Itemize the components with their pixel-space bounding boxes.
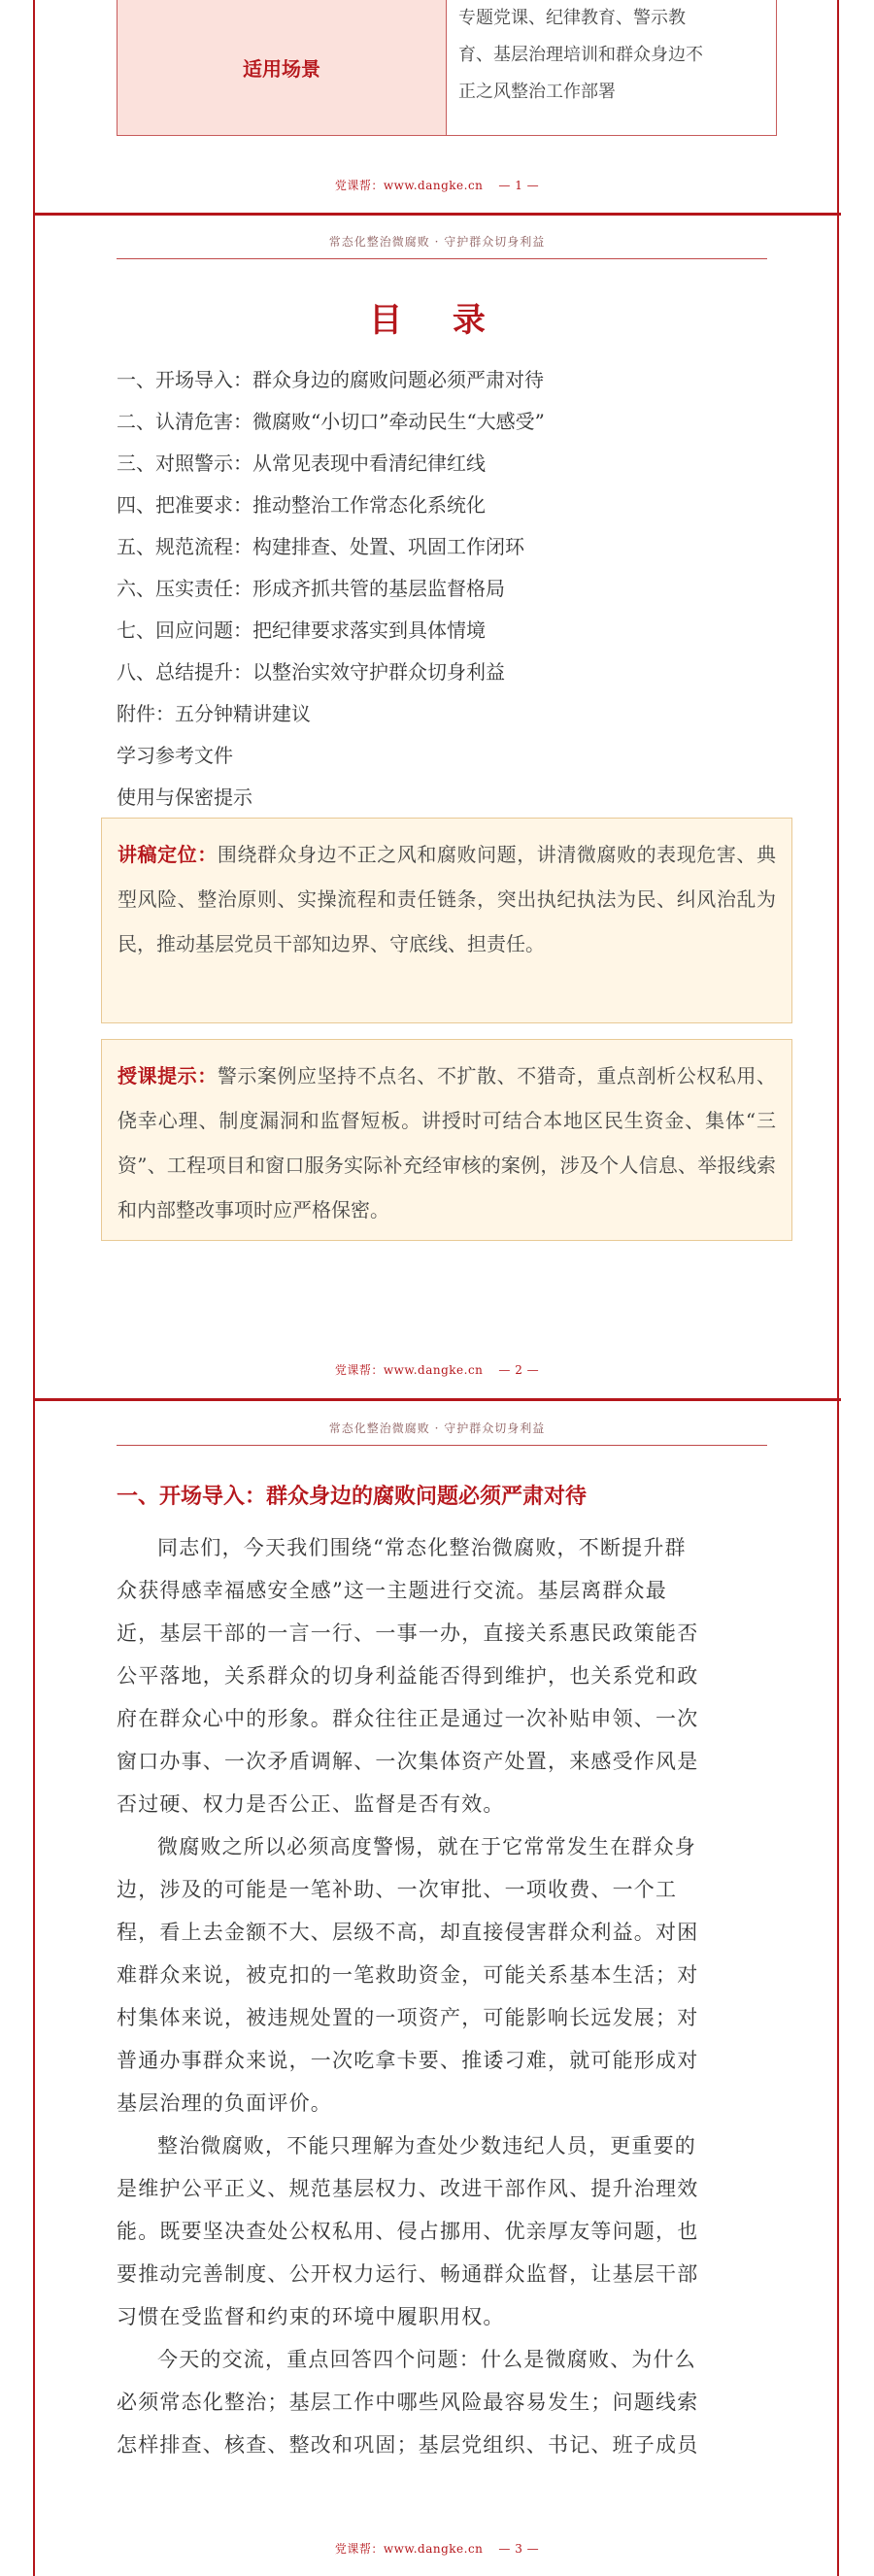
text-line: 微腐败之所以必须高度警惕，就在于它常常发生在群众身: [157, 1835, 696, 1858]
toc-title: 目 录: [369, 301, 505, 340]
page-number: — 2 —: [498, 1363, 540, 1377]
running-header: 常态化整治微腐败 · 守护群众切身利益: [328, 235, 546, 249]
text-line: 近，基层干部的一言一行、一事一办，直接关系惠民政策能否: [117, 1622, 699, 1645]
site-link[interactable]: 党课帮：www.dangke.cn: [334, 179, 484, 192]
paragraph: [117, 1825, 777, 2124]
toc-item[interactable]: 八、总结提升：以整治实效守护群众切身利益: [117, 660, 505, 684]
text-line: 府在群众心中的形象。群众往往正是通过一次补贴申领、一次: [117, 1707, 699, 1730]
page-footer: [0, 1361, 874, 1378]
header-rule: [117, 258, 767, 259]
page-footer: [0, 177, 874, 193]
toc-item[interactable]: 学习参考文件: [117, 744, 233, 767]
note-text: 围绕群众身边不正之风和腐败问题，讲清微腐败的表现危害、典型风险、整治原则、实操流程和责任链条，突出执纪执法为民、纠风治乱为民，推动基层党员干部知边界、守底线、担责任。: [118, 843, 776, 955]
paragraph: [117, 1526, 777, 1825]
text-line: 众获得感幸福感安全感”这一主题进行交流。基层离群众最: [117, 1579, 667, 1602]
table-value: [447, 0, 776, 135]
text-line: 习惯在受监督和约束的环境中履职用权。: [117, 2305, 505, 2328]
table-of-contents: [117, 359, 777, 819]
text-line: 整治微腐败，不能只理解为查处少数违纪人员，更重要的: [157, 2134, 696, 2158]
note-label: 讲稿定位：: [118, 843, 218, 866]
page-number: — 3 —: [498, 2542, 540, 2556]
running-header: 常态化整治微腐败 · 守护群众切身利益: [328, 1422, 546, 1435]
note-label: 授课提示：: [118, 1064, 218, 1087]
text-line: 边，涉及的可能是一笔补助、一次审批、一项收费、一个工: [117, 1878, 678, 1901]
text-line: 基层治理的负面评价。: [117, 2091, 332, 2115]
teaching-tip-note: [101, 1039, 792, 1241]
text-line: 怎样排查、核查、整改和巩固；基层党组织、书记、班子成员: [117, 2433, 699, 2457]
table-line: 育、基层治理培训和群众身边不: [458, 45, 703, 65]
section-title: 一、开场导入：群众身边的腐败问题必须严肃对待: [117, 1484, 588, 1509]
text-line: 程，看上去金额不大、层级不高，却直接侵害群众利益。对困: [117, 1921, 699, 1944]
text-line: 是维护公平正义、规范基层权力、改进干部作风、提升治理效: [117, 2177, 699, 2200]
positioning-note: [101, 818, 792, 1023]
page-divider: [33, 213, 841, 216]
text-line: 普通办事群众来说，一次吃拿卡要、推诿刁难，就可能形成对: [117, 2049, 699, 2072]
page-number: — 1 —: [498, 179, 540, 192]
toc-item[interactable]: 四、把准要求：推动整治工作常态化系统化: [117, 493, 486, 517]
text-line: 否过硬、权力是否公正、监督是否有效。: [117, 1792, 505, 1816]
site-link[interactable]: 党课帮：www.dangke.cn: [334, 1363, 484, 1377]
text-line: 村集体来说，被违规处置的一项资产，可能影响长远发展；对: [117, 2006, 699, 2029]
header-rule: [117, 1445, 767, 1446]
table-label: 适用场景: [118, 0, 447, 135]
text-line: 同志们，今天我们围绕“常态化整治微腐败，不断提升群: [157, 1536, 687, 1559]
text-line: 公平落地，关系群众的切身利益能否得到维护，也关系党和政: [117, 1664, 699, 1688]
toc-item[interactable]: 二、认清危害：微腐败“小切口”牵动民生“大感受”: [117, 410, 545, 433]
text-line: 今天的交流，重点回答四个问题：什么是微腐败、为什么: [157, 2348, 696, 2371]
page-divider: [33, 1398, 841, 1401]
toc-item[interactable]: 五、规范流程：构建排查、处置、巩固工作闭环: [117, 535, 524, 558]
text-line: 窗口办事、一次矛盾调解、一次集体资产处置，来感受作风是: [117, 1750, 699, 1773]
site-link[interactable]: 党课帮：www.dangke.cn: [334, 2542, 484, 2556]
toc-item[interactable]: 使用与保密提示: [117, 786, 252, 809]
note-text: 警示案例应坚持不点名、不扩散、不猎奇，重点剖析公权私用、侥幸心理、制度漏洞和监督短板。讲授时可结合本地区民生资金、集体“三资”、工程项目和窗口服务实际补充经审核的案例，涉及个人信息、举报线索和内部整改事项时应严格保密。: [118, 1064, 776, 1221]
toc-item[interactable]: 三、对照警示：从常见表现中看清纪律红线: [117, 452, 486, 475]
table-line: 正之风整治工作部署: [458, 82, 616, 102]
toc-item[interactable]: 附件：五分钟精讲建议: [117, 702, 311, 725]
paragraph: [117, 2338, 777, 2466]
toc-item[interactable]: 七、回应问题：把纪律要求落实到具体情境: [117, 619, 486, 642]
text-line: 必须常态化整治；基层工作中哪些风险最容易发生；问题线索: [117, 2391, 699, 2414]
text-line: 要推动完善制度、公开权力运行、畅通群众监督，让基层干部: [117, 2262, 699, 2286]
text-line: 难群众来说，被克扣的一笔救助资金，可能关系基本生活；对: [117, 1963, 699, 1987]
scenario-table-row: [117, 0, 777, 136]
page-footer: [0, 2540, 874, 2557]
toc-item[interactable]: 一、开场导入：群众身边的腐败问题必须严肃对待: [117, 368, 544, 391]
toc-item[interactable]: 六、压实责任：形成齐抓共管的基层监督格局: [117, 577, 505, 600]
text-line: 能。既要坚决查处公权私用、侵占挪用、优亲厚友等问题，也: [117, 2220, 699, 2243]
table-line: 专题党课、纪律教育、警示教: [458, 8, 686, 28]
paragraph: [117, 2124, 777, 2338]
